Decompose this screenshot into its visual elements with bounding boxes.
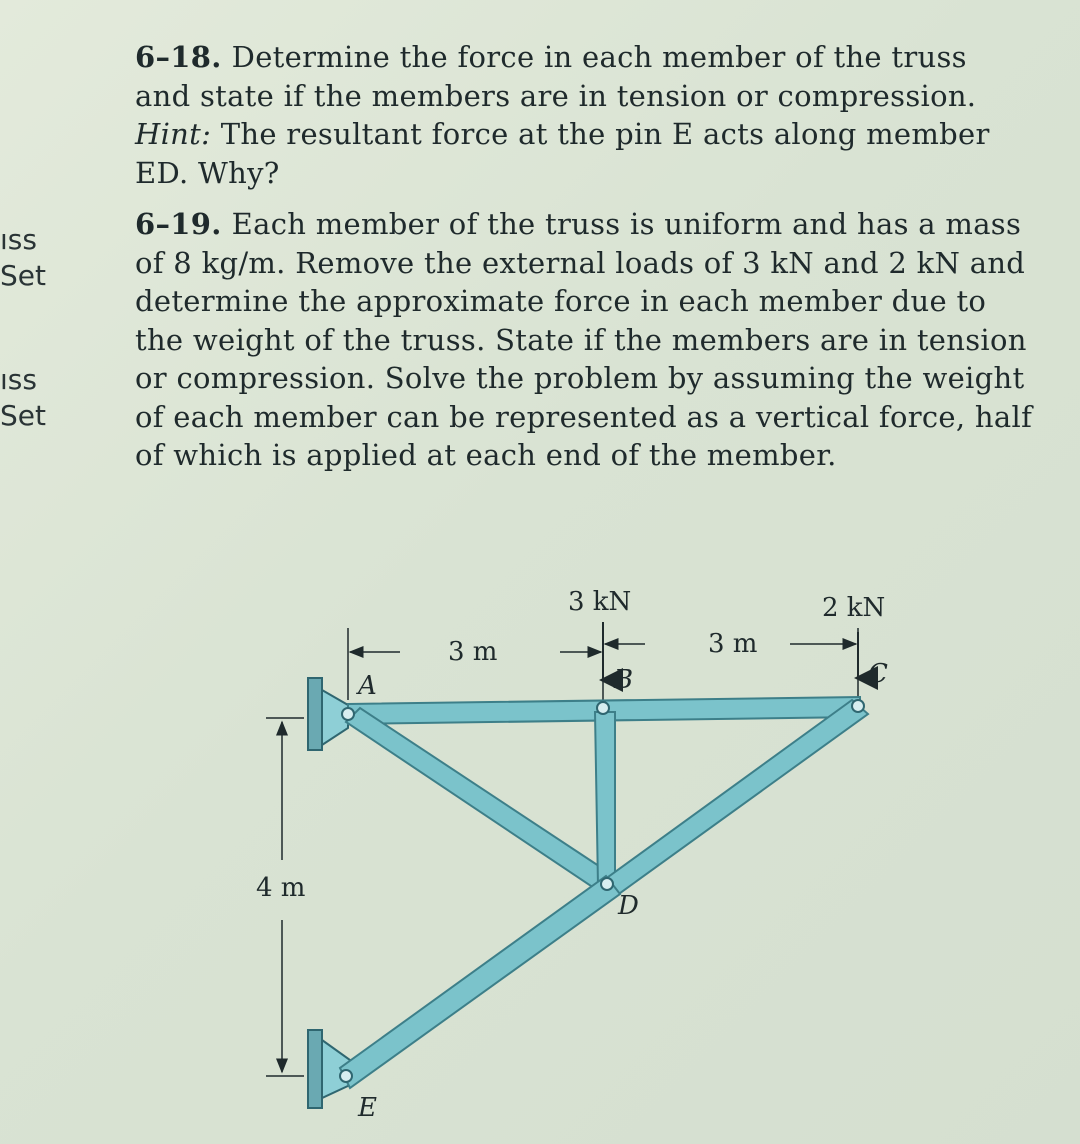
- pin-A: [342, 708, 354, 720]
- truss-diagram: [0, 560, 1080, 1144]
- margin-fragment-line: Set: [0, 259, 46, 292]
- hint-label: Hint:: [135, 117, 212, 151]
- problem-line: [135, 205, 1022, 244]
- dimension-label-3m-right: 3 m: [708, 629, 758, 659]
- load-label-3kn: 3 kN: [568, 587, 632, 617]
- dimension-label-4m: 4 m: [256, 873, 306, 903]
- problem-line: determine the approximate force in each member due to: [135, 284, 987, 318]
- node-label-D: D: [618, 891, 639, 921]
- node-label-A: A: [358, 671, 377, 701]
- problem-line: the weight of the truss. State if the members are in tension: [135, 322, 1027, 357]
- margin-fragment-line: Set: [0, 399, 46, 432]
- pin-B: [597, 702, 609, 714]
- pin-D: [601, 878, 613, 890]
- margin-text-fragment: [0, 362, 46, 434]
- problem-line: and state if the members are in tension or compression.: [135, 78, 977, 113]
- margin-fragment-line: ıss: [0, 223, 37, 256]
- problem-text: The resultant force at the pin E acts along member: [220, 117, 990, 151]
- node-label-B: B: [614, 665, 634, 695]
- member-AD: [346, 708, 614, 892]
- node-label-E: E: [358, 1093, 377, 1123]
- problem-number: 6–19.: [135, 207, 222, 241]
- member-BD: [595, 712, 615, 886]
- margin-text-fragment: [0, 222, 46, 294]
- member-CD: [604, 700, 868, 896]
- problem-number: 6–18.: [135, 40, 222, 74]
- problem-6-18: [135, 38, 995, 192]
- problem-line: of each member can be represented as a vertical force, half: [135, 399, 1033, 434]
- pin-C: [852, 700, 864, 712]
- problem-6-19: [135, 205, 1033, 475]
- truss-figure: [0, 560, 1080, 1144]
- dimension-label-3m-left: 3 m: [448, 637, 498, 667]
- problem-line: [135, 38, 995, 77]
- problem-line: of 8 kg/m. Remove the external loads of 3 kN and 2 kN and: [135, 245, 1026, 280]
- pin-E: [340, 1070, 352, 1082]
- truss-members: [340, 697, 868, 1088]
- member-ED: [340, 876, 620, 1088]
- problem-line: or compression. Solve the problem by assuming the weight: [135, 361, 1025, 395]
- margin-fragment-line: ıss: [0, 363, 37, 396]
- load-label-2kn: 2 kN: [822, 593, 886, 623]
- problem-line: ED. Why?: [135, 155, 280, 190]
- node-label-C: C: [868, 659, 888, 689]
- problem-line: of which is applied at each end of the member.: [135, 438, 837, 472]
- problem-line: [135, 115, 995, 154]
- problem-text: Determine the force in each member of the truss: [231, 40, 967, 74]
- problem-text: Each member of the truss is uniform and has a mass: [231, 207, 1022, 241]
